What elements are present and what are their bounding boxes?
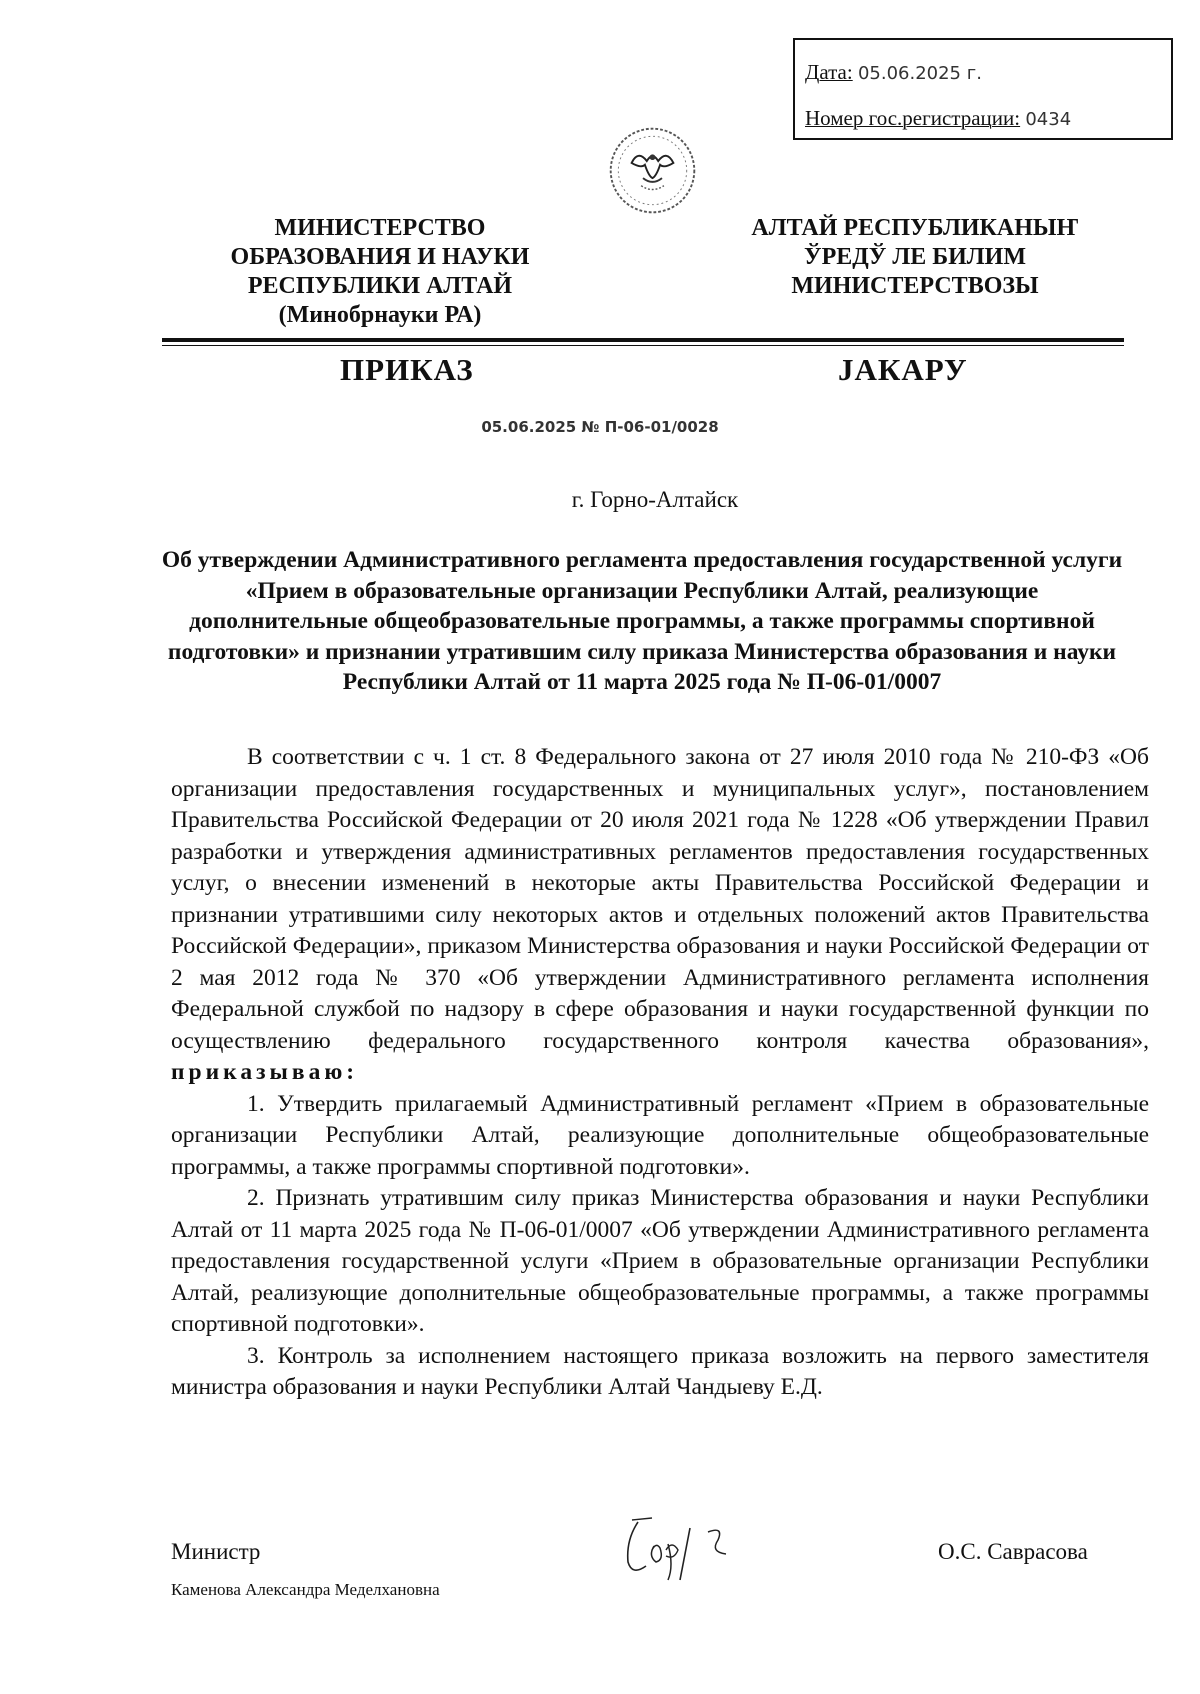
coat-of-arms-icon xyxy=(605,123,700,218)
ministry-abbreviation: (Минобрнауки РА) xyxy=(278,302,482,328)
registration-date-line xyxy=(805,50,1171,96)
executor-name: Каменова Александра Меделхановна xyxy=(171,1580,440,1599)
registration-number-label: Номер гос.регистрации: xyxy=(805,106,1021,130)
order-item: 2. Признать утратившим силу приказ Министерства образования и науки Республики Алтай от 11 марта 2025 года № П-06-01/0007 «Об утверждении Административного регламента предоставления государственной услуги «Прием в образовательные организации Республики Алтай, реализующие дополнительные общеобразовательные программы, а также программы спортивной подготовки». xyxy=(171,1185,1149,1337)
ministry-name-altai xyxy=(735,214,1095,301)
ministry-name-alt-line: МИНИСТЕРСТВОЗЫ xyxy=(791,273,1039,299)
ministry-name-ru-line: МИНИСТЕРСТВО xyxy=(274,215,486,241)
header-divider-thin xyxy=(162,345,1124,346)
document-type-russian: ПРИКАЗ xyxy=(340,352,474,387)
registration-number-value: 0434 xyxy=(1025,109,1072,130)
ministry-name-alt-line: АЛТАЙ РЕСПУБЛИКАНЫҤ xyxy=(751,215,1079,241)
document-body xyxy=(171,742,1149,1404)
ministry-name-alt-line: ЎРЕДЎ ЛЕ БИЛИМ xyxy=(803,244,1027,270)
document-title: Об утверждении Административного регламента предоставления государственной услуги «Прием в образовательные организации Республики Алтай, реализующие дополнительные общеобразовательные программы, а также программы спортивной подготовки» и признании утратившим силу приказа Министерства образования и науки Республики Алтай от 11 марта 2025 года № П-06-01/0007 xyxy=(161,547,1123,695)
signatory-title: Министр xyxy=(171,1539,261,1564)
order-item: 3. Контроль за исполнением настоящего приказа возложить на первого заместителя министра образования и науки Республики Алтай Чандыеву Е.Д. xyxy=(171,1342,1149,1400)
signatory-name: О.С. Саврасова xyxy=(938,1539,1088,1564)
document-city: г. Горно-Алтайск xyxy=(571,487,739,512)
handwritten-signature-icon xyxy=(608,1510,768,1590)
registration-number-line xyxy=(805,96,1171,142)
order-item: 1. Утвердить прилагаемый Административный регламент «Прием в образовательные организации Республики Алтай, реализующие дополнительные общеобразовательные программы, а также программы спортивной подготовки». xyxy=(171,1090,1149,1180)
order-word: приказываю: xyxy=(171,1059,359,1085)
preamble-paragraph xyxy=(171,742,1149,1089)
preamble-text: В соответствии с ч. 1 ст. 8 Федерального закона от 27 июля 2010 года № 210-ФЗ «Об организации предоставления государственных и муниципальных услуг», постановлением Правительства Российской Федерации от 20 июля 2021 года № 1228 «Об утверждении Правил разработки и утверждения административных регламентов предоставления государственных услуг, о внесении изменений в некоторые акты Правительства Российской Федерации и признании утратившими силу некоторых актов и отдельных положений актов Правительства Российской Федерации», приказом Министерства образования и науки Российской Федерации от 2 мая 2012 года № 370 «Об утверждении Административного регламента исполнения Федеральной службой по надзору в сфере образования и науки государственной функции по осуществлению федерального государственного контроля качества образования», xyxy=(171,744,1149,1054)
registration-date-value: 05.06.2025 г. xyxy=(857,63,982,84)
ministry-name-ru-line: ОБРАЗОВАНИЯ И НАУКИ xyxy=(230,244,530,270)
ministry-name-ru-line: РЕСПУБЛИКИ АЛТАЙ xyxy=(247,273,513,299)
registration-date-label: Дата: xyxy=(805,60,853,84)
header-divider-thick xyxy=(162,338,1124,342)
document-number: 05.06.2025 № П-06-01/0028 xyxy=(481,418,719,436)
registration-stamp xyxy=(793,38,1173,140)
ministry-name-russian xyxy=(200,214,560,330)
document-type-altai: JАКАРУ xyxy=(838,352,968,387)
